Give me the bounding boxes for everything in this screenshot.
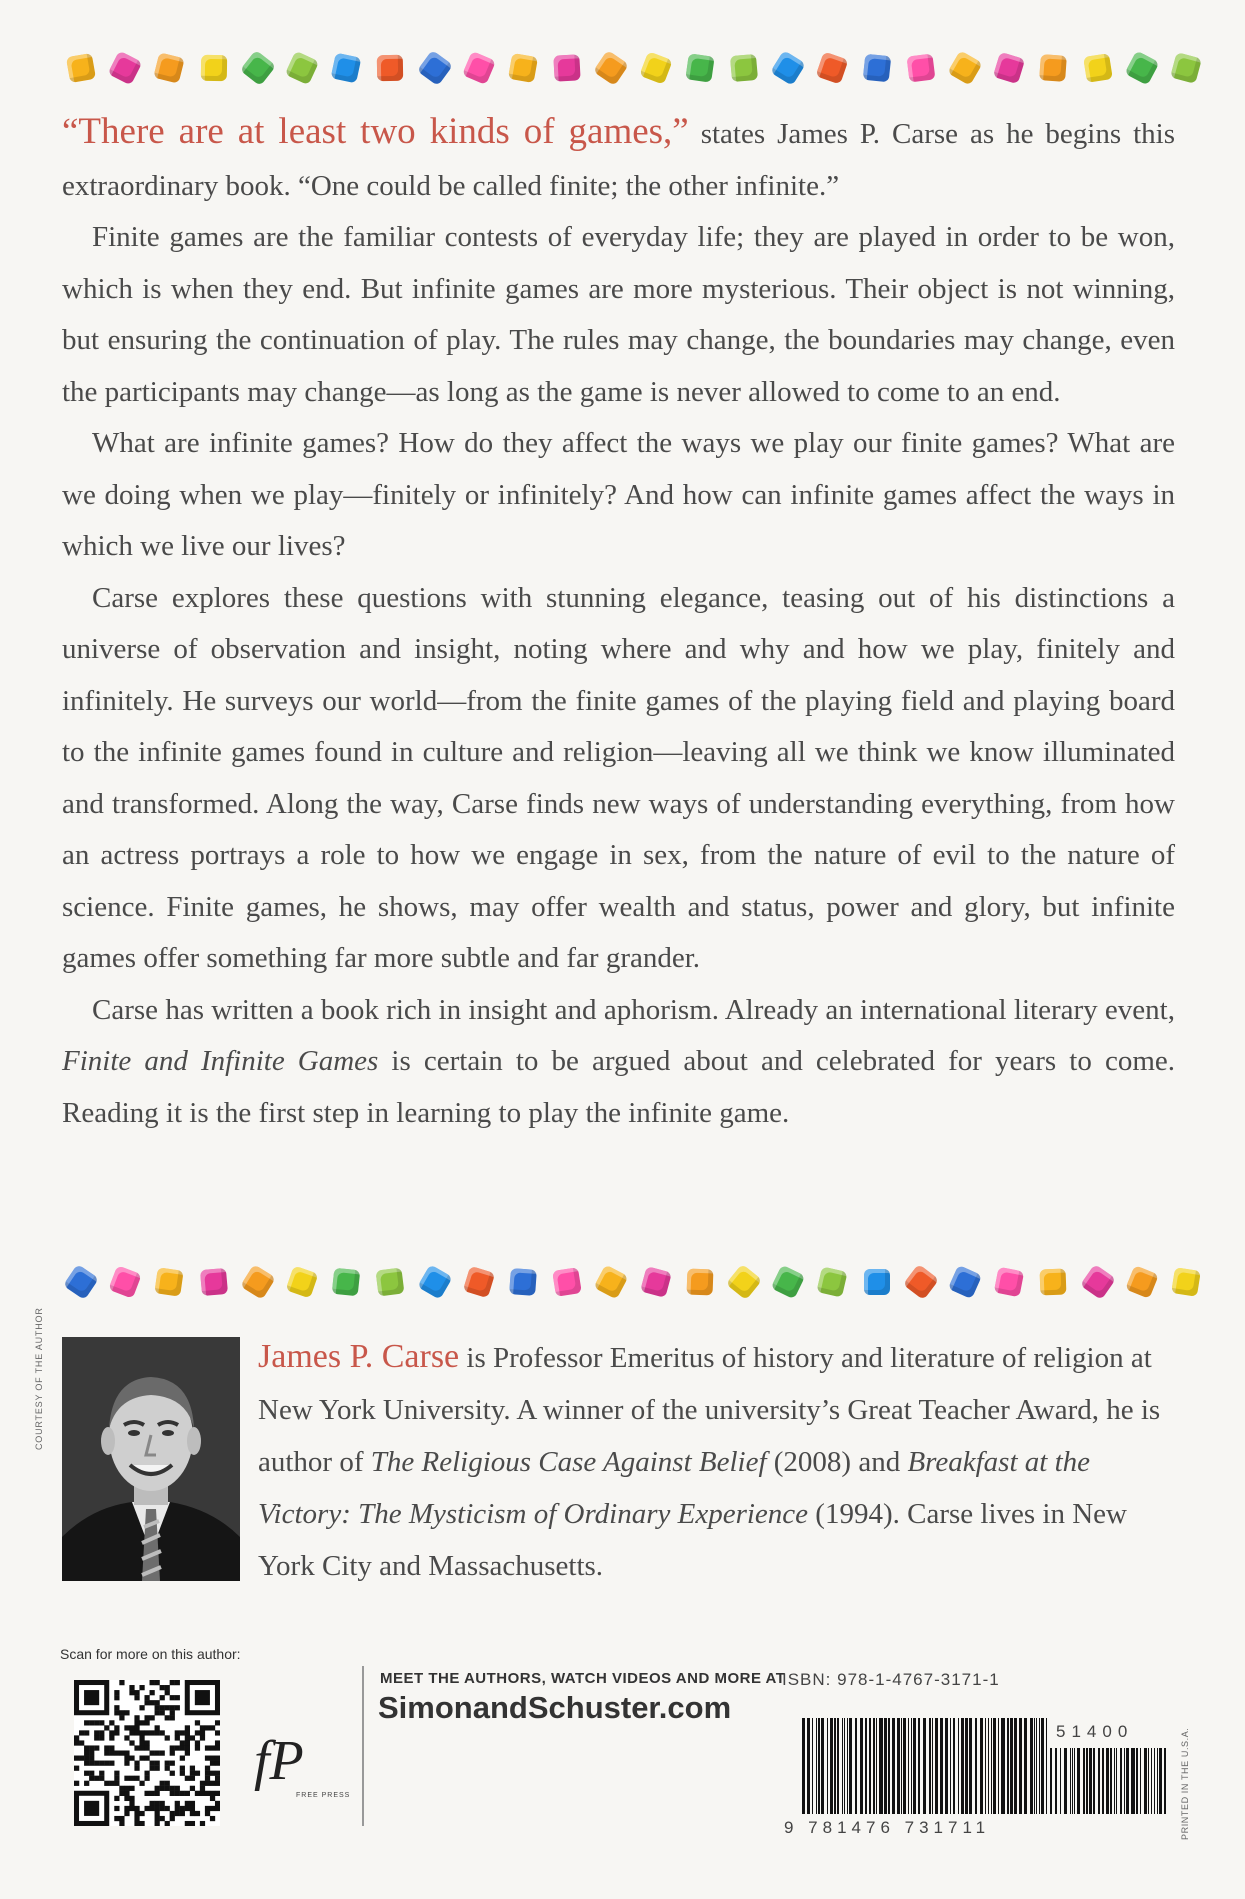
isbn-barcode [800, 1718, 1050, 1814]
publisher-logo-mark [248, 1725, 358, 1805]
book-title-italic: Finite and Infinite Games [62, 1045, 379, 1077]
decorative-cube-icon [906, 54, 935, 83]
decorative-cube-row-top [0, 48, 1245, 88]
decorative-cube-icon [1040, 1269, 1067, 1296]
decorative-cube-icon [770, 50, 806, 86]
decorative-cube-icon [154, 52, 186, 84]
decorative-cube-icon [285, 51, 320, 86]
decorative-cube-icon [63, 1264, 99, 1300]
decorative-cube-icon [417, 1264, 453, 1300]
book-title-1: The Religious Case Against Belief [370, 1446, 767, 1478]
publisher-website-link[interactable]: SimonandSchuster.com [378, 1690, 732, 1725]
bio-text-a: is Professor Emeritus of history and literature of religion at New York University. A winner of the university’s Great Teacher Award, he is author of [258, 1342, 1161, 1478]
paragraph-5-text-b: is certain to be argued about and celebrated for years to come. Reading it is the first step in learning to play the infinite game. [62, 1045, 1176, 1129]
decorative-cube-icon [332, 1268, 361, 1297]
book-title-2: Breakfast at the Victory: The Mysticism of Ordinary Experience [258, 1446, 1091, 1530]
decorative-cube-icon [66, 53, 96, 83]
decorative-cube-icon [1125, 1265, 1159, 1299]
decorative-cube-icon [1124, 50, 1159, 85]
description-paragraph-4: Carse explores these questions with stunning elegance, teasing out of his distinctions a universe of observation and insight, noting where and why and how we play, finitely and infinitely. He surveys our world—from the finite games of the playing field and playing board to the infinite games found in culture and religion—leaving all we think we know illuminated and transformed. Along the way, Carse finds new ways of understanding everything, from how an actress portrays a role to how we engage in sex, from the nature of evil to the nature of science. Finite games, he shows, may offer wealth and status, power and glory, but infinite games offer something far more subtle and far grander. [62, 581, 1175, 974]
decorative-cube-icon [416, 50, 452, 86]
decorative-cube-icon [947, 50, 983, 86]
decorative-cube-icon [463, 1266, 495, 1298]
decorative-cube-icon [1170, 52, 1202, 84]
decorative-cube-icon [508, 53, 538, 83]
decorative-cube-icon [509, 1268, 537, 1296]
decorative-cube-icon [155, 1267, 184, 1296]
description-paragraph-5 [62, 985, 1175, 1140]
photo-credit: COURTESY OF THE AUTHOR [34, 1307, 44, 1450]
barcode-number: 9 781476 731711 [784, 1818, 991, 1837]
decorative-cube-icon [862, 54, 891, 83]
decorative-cube-icon [1040, 54, 1068, 82]
bio-text-b: (2008) and [766, 1446, 908, 1478]
decorative-cube-icon [686, 1269, 713, 1296]
decorative-cube-icon [685, 53, 714, 82]
paragraph-5-text-a: Carse has written a book rich in insight and aphorism. Already an international literary event, [92, 993, 1175, 1026]
publisher-name-text: FREE PRESS [296, 1792, 351, 1799]
decorative-cube-icon [948, 1265, 982, 1299]
decorative-cube-icon [993, 52, 1025, 84]
author-photo [62, 1337, 240, 1581]
description-paragraph-2: Finite games are the familiar contests of everyday life; they are played in order to be won, which is when they end. But infinite games are more mysterious. Their object is not winning, but ensuring the continuation of play. The rules may change, the boundaries may change, even the participants may change—as long as the game is never allowed to come to an end. [62, 221, 1175, 408]
decorative-cube-icon [817, 1266, 848, 1297]
decorative-cube-icon [903, 1264, 939, 1300]
author-portrait-illustration [62, 1337, 240, 1581]
description-paragraph-3: What are infinite games? How do they affect the ways we play our finite games? What are we doing when we play—finitely or infinitely? And how can infinite games affect the ways in which we live our lives? [62, 427, 1175, 562]
decorative-cube-icon [240, 1264, 276, 1300]
decorative-cube-icon [726, 1264, 763, 1301]
decorative-cube-icon [462, 51, 496, 85]
decorative-cube-icon [108, 1265, 142, 1299]
description-paragraph-1 [62, 106, 1175, 212]
decorative-cube-icon [200, 1268, 228, 1296]
book-description [62, 106, 1175, 1139]
meet-authors-text: MEET THE AUTHORS, WATCH VIDEOS AND MORE AT [380, 1670, 786, 1687]
decorative-cube-row-bottom [0, 1262, 1245, 1302]
paragraph-1-text: states James P. Carse as he begins this extraordinary book. “One could be called finite; the other infinite.” [62, 118, 1175, 202]
footer-divider [362, 1666, 364, 1826]
decorative-cube-icon [593, 50, 629, 86]
price-barcode [1048, 1748, 1168, 1814]
decorative-cube-icon [376, 1268, 405, 1297]
scan-label: Scan for more on this author: [60, 1646, 241, 1662]
decorative-cube-icon [200, 55, 226, 81]
decorative-cube-icon [285, 1265, 318, 1298]
qr-code-graphic [74, 1680, 220, 1826]
decorative-cube-icon [639, 51, 673, 85]
free-press-logo [248, 1725, 358, 1805]
author-name: James P. Carse [258, 1338, 460, 1375]
decorative-cube-icon [108, 51, 143, 86]
qr-code[interactable] [74, 1680, 220, 1826]
printed-in-usa: PRINTED IN THE U.S.A. [1180, 1727, 1190, 1840]
decorative-cube-icon [331, 53, 362, 84]
bio-text-c: (1994). Carse lives in New York City and Massachusetts. [258, 1498, 1127, 1582]
decorative-cube-icon [994, 1267, 1024, 1297]
decorative-cube-icon [730, 54, 758, 82]
decorative-cube-icon [240, 50, 276, 86]
decorative-cube-icon [377, 55, 403, 81]
decorative-cube-icon [594, 1264, 629, 1299]
decorative-cube-icon [554, 54, 581, 81]
decorative-cube-icon [1171, 1267, 1201, 1297]
decorative-cube-icon [1079, 1264, 1115, 1300]
decorative-cube-icon [816, 51, 849, 84]
lead-quote: “There are at least two kinds of games,” [62, 111, 689, 152]
decorative-cube-icon [1083, 53, 1113, 83]
publisher-mark-text: fP [254, 1730, 304, 1792]
author-bio [258, 1331, 1175, 1592]
decorative-cube-icon [771, 1265, 806, 1300]
decorative-cube-icon [864, 1269, 890, 1295]
price-code: 51400 [1056, 1722, 1134, 1741]
isbn-text: ISBN: 978-1-4767-3171-1 [782, 1670, 1000, 1689]
decorative-cube-icon [552, 1267, 582, 1297]
decorative-cube-icon [640, 1266, 672, 1298]
